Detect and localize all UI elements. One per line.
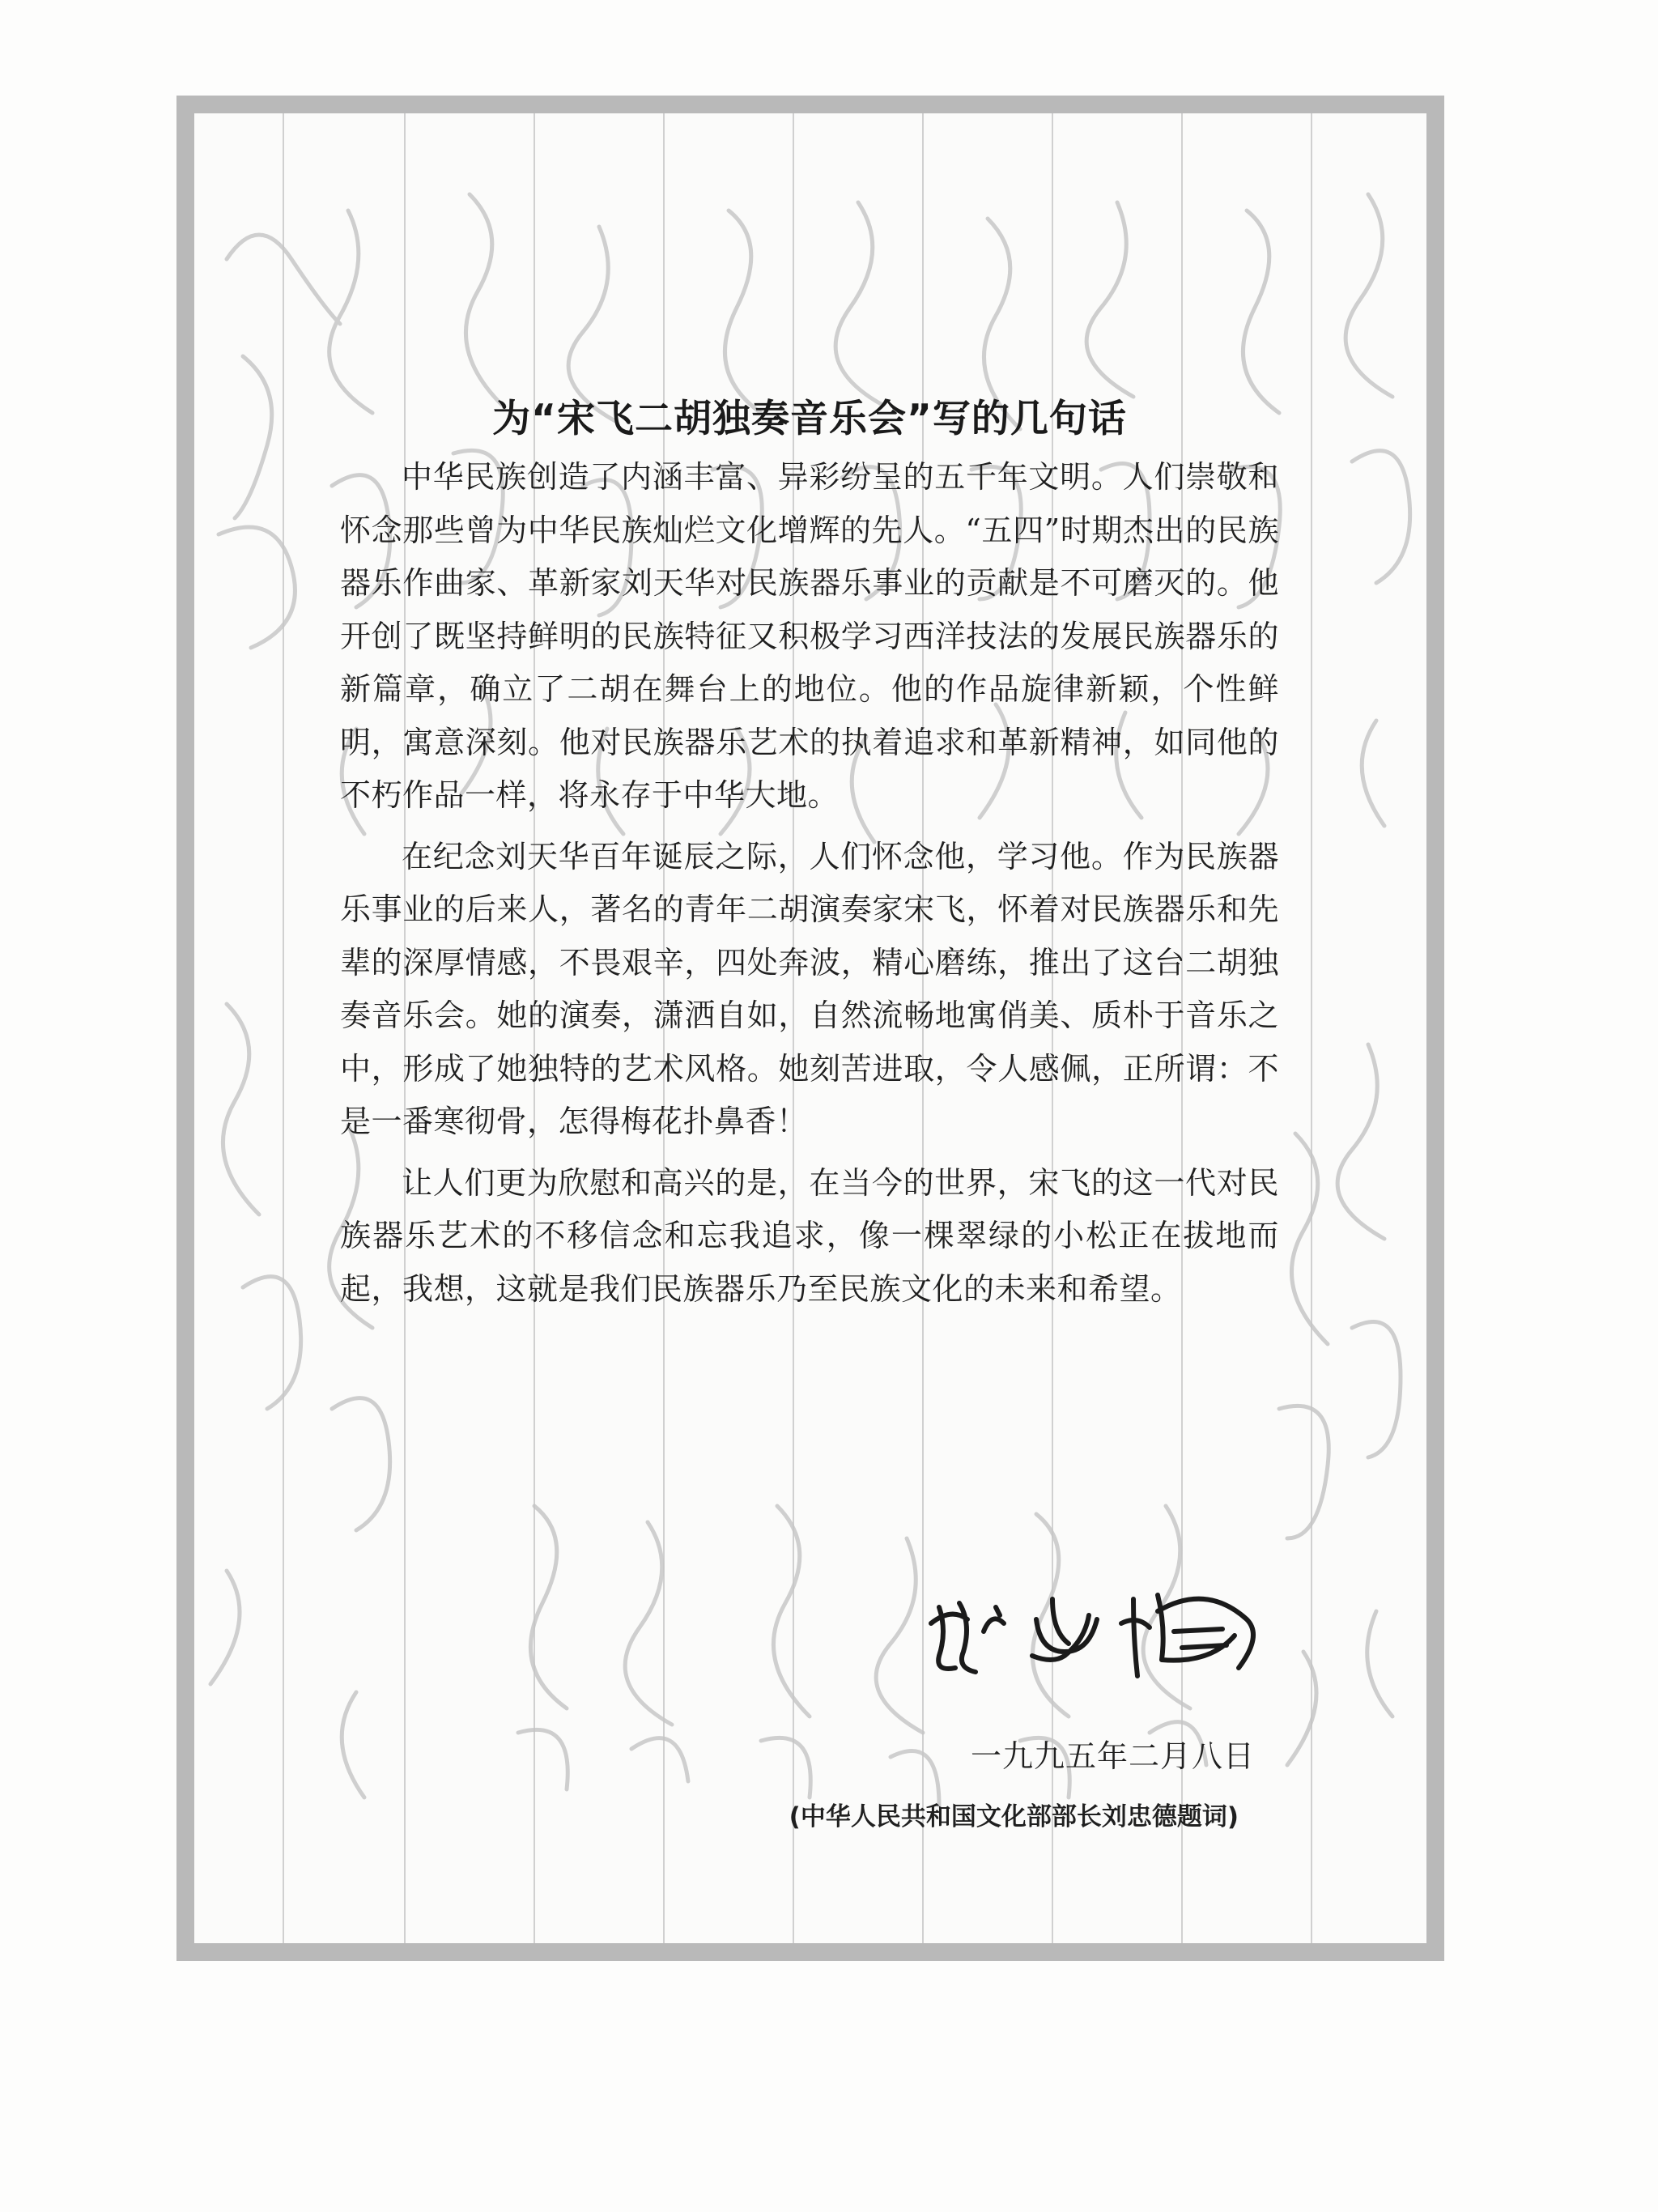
signing-date: 一九九五年二月八日 — [970, 1738, 1255, 1774]
letter-body — [340, 389, 1279, 1316]
paragraph-2: 在纪念刘天华百年诞辰之际，人们怀念他，学习他。作为民族器乐事业的后来人，著名的青年二胡演奏家宋飞，怀着对民族器乐和先辈的深厚情感，不畏艰辛，四处奔波，精心磨练，推出了这台二胡独奏音乐会。她的演奏，潇洒自如，自然流畅地寓俏美、质朴于音乐之中，形成了她独特的艺术风格。她刻苦进取，令人感佩，正所谓：不是一番寒彻骨，怎得梅花扑鼻香！ — [340, 838, 1279, 1139]
attribution-note: (中华人民共和国文化部部长刘忠德题词) — [789, 1802, 1239, 1831]
letter-title: 为“宋飞二胡独奏音乐会”写的几句话 — [492, 397, 1127, 441]
paragraph-1: 中华民族创造了内涵丰富、异彩纷呈的五千年文明。人们崇敬和怀念那些曾为中华民族灿烂文化增辉的先人。“五四”时期杰出的民族器乐作曲家、革新家刘天华对民族器乐事业的贡献是不可磨灭的。他开创了既坚持鲜明的民族特征又积极学习西洋技法的发展民族器乐的新篇章，确立了二胡在舞台上的地位。他的作品旋律新颖，个性鲜明，寓意深刻。他对民族器乐艺术的执着追求和革新精神，如同他的不朽作品一样，将永存于中华大地。 — [340, 459, 1279, 813]
paragraph-3: 让人们更为欣慰和高兴的是，在当今的世界，宋飞的这一代对民族器乐艺术的不移信念和忘我追求，像一棵翠绿的小松正在拔地而起，我想，这就是我们民族器乐乃至民族文化的未来和希望。 — [340, 1164, 1279, 1307]
handwritten-signature — [915, 1575, 1295, 1684]
